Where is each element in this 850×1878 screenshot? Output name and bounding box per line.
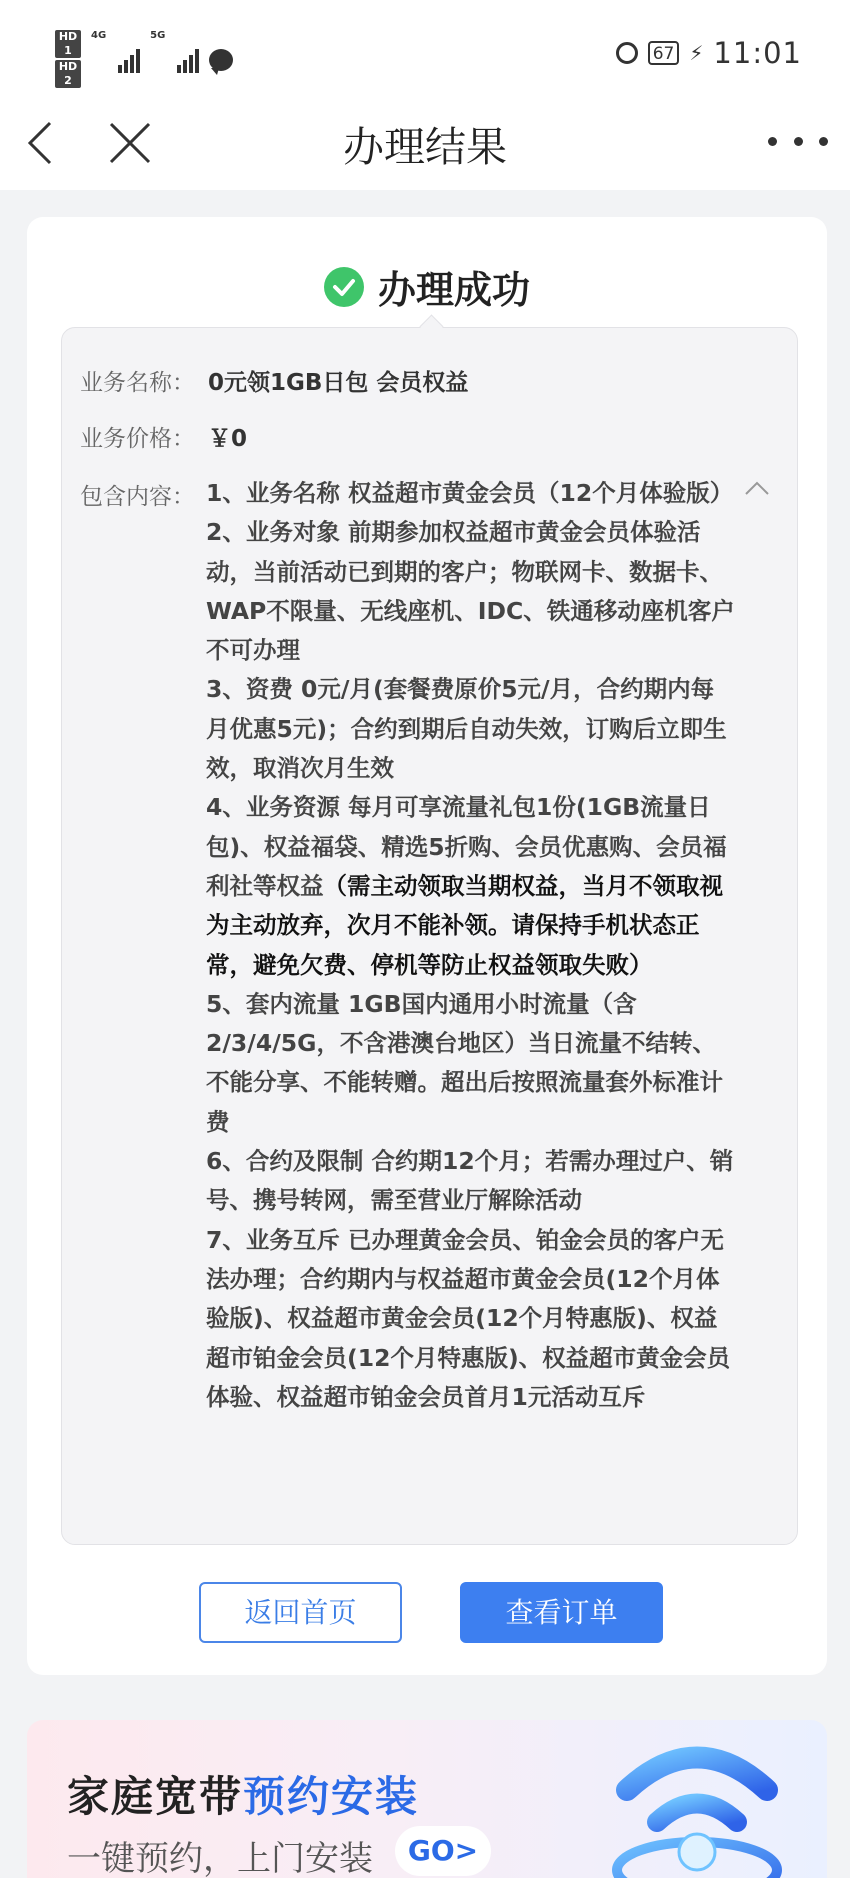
business-name-label: 业务名称：: [80, 370, 195, 396]
content-item: [206, 788, 736, 984]
status-left: [55, 30, 233, 90]
content-item-emphasis: （需主动领取当期权益，当月不领取视为主动放弃，次月不能补领。请保持手机状态正常，避免欠费、停机等防止权益领取失败）: [206, 871, 723, 979]
content-item: 3、资费 0元/月(套餐费原价5元/月，合约期内每月优惠5元)；合约到期后自动失效，订购后立即生效，取消次月生效: [206, 675, 727, 783]
business-price-row: [80, 420, 247, 453]
message-bubble-icon: [209, 49, 233, 71]
result-card: [27, 217, 827, 1675]
success-text: 办理成功: [377, 268, 530, 312]
signal-icon: [118, 47, 140, 73]
content-label: 包含内容：: [80, 484, 195, 510]
content-item: 5、套内流量 1GB国内通用小时流量（含2/3/4/5G，不含港澳台地区）当日流量不结转、不能分享、不能转赠。超出后按照流量套外标准计费: [206, 989, 723, 1136]
content-item-text: 4、业务资源 每月可享流量礼包1份(1GB流量日包)、权益福袋、精选5折购、会员优惠购、会员福利社等权益: [206, 793, 727, 900]
more-dot-icon: [768, 137, 777, 146]
alarm-icon: [616, 42, 638, 64]
business-name-value: 0元领1GB日包 会员权益: [208, 370, 469, 396]
content-item: 2、业务对象 前期参加权益超市黄金会员体验活动，当前活动已到期的客户；物联网卡、数据卡、WAP不限量、无线座机、IDC、铁通移动座机客户不可办理: [206, 518, 735, 665]
network-1-label: 4G: [91, 30, 107, 41]
detail-panel: [61, 327, 798, 1545]
battery-indicator: 67: [648, 41, 680, 65]
network-2-label: 5G: [150, 30, 166, 41]
check-circle-icon: [324, 267, 364, 307]
more-dot-icon: [819, 137, 828, 146]
chevron-up-icon[interactable]: [743, 478, 771, 498]
sim2-label: HD 2: [55, 60, 81, 88]
banner-title-main: 家庭宽带: [67, 1772, 244, 1821]
hd-indicator: [55, 30, 81, 90]
status-right: [616, 36, 802, 70]
banner-title-highlight: 预约安装: [243, 1772, 420, 1821]
business-price-value: ￥0: [208, 426, 248, 452]
status-bar: [0, 0, 850, 100]
charging-icon: ⚡: [689, 41, 704, 65]
content-body: [206, 474, 736, 1417]
business-price-label: 业务价格：: [80, 426, 195, 452]
banner-subtitle: 一键预约，上门安装: [67, 1839, 373, 1878]
banner-title: [67, 1764, 419, 1824]
content-item: 7、业务互斥 已办理黄金会员、铂金会员的客户无法办理；合约期内与权益超市黄金会员(12个月体验版)、权益超市黄金会员(12个月特惠版)、权益超市铂金会员(12个月特惠版)、权益超市黄金会员体验、权益超市铂金会员首月1元活动互斥: [206, 1225, 731, 1411]
content-item: 6、合约及限制 合约期12个月；若需办理过户、销号、携号转网，需至营业厅解除活动: [206, 1147, 734, 1215]
sim1-label: HD 1: [55, 30, 81, 58]
nav-bar: [0, 100, 850, 190]
business-name-row: [80, 364, 468, 397]
wifi-icon: [597, 1730, 797, 1878]
back-home-button[interactable]: 返回首页: [199, 1582, 402, 1643]
content-item: 1、业务名称 权益超市黄金会员（12个月体验版）: [206, 479, 734, 507]
clock: 11:01: [713, 36, 802, 70]
success-header: [27, 259, 827, 314]
broadband-promo-banner[interactable]: [27, 1720, 827, 1878]
more-dot-icon: [794, 137, 803, 146]
signal-icon: [177, 47, 199, 73]
page-title: 办理结果: [343, 123, 507, 171]
go-button[interactable]: GO>: [395, 1826, 491, 1876]
view-order-button[interactable]: 查看订单: [460, 1582, 663, 1643]
more-menu-button[interactable]: [768, 126, 828, 156]
